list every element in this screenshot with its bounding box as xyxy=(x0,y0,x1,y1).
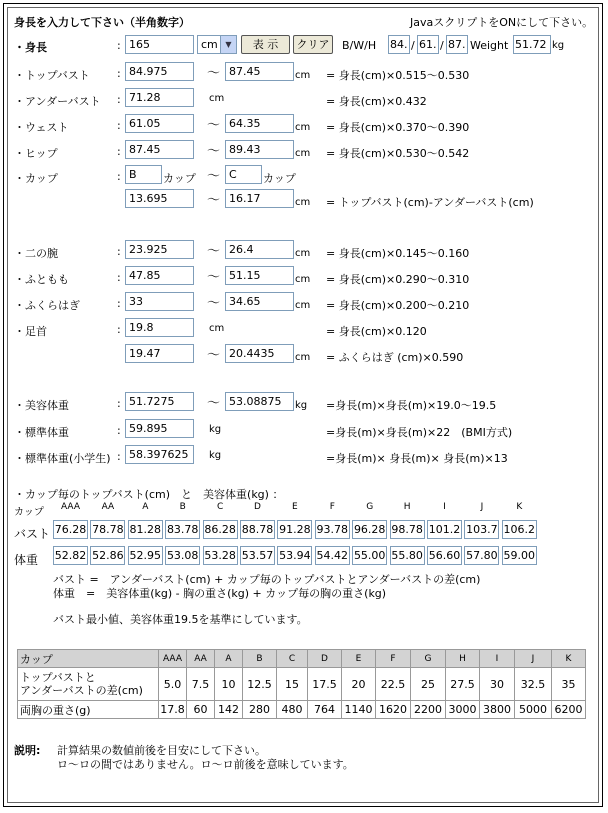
cup-section-title: ・カップ毎のトップバスト(cm) と 美容体重(kg) ： xyxy=(14,488,284,501)
weight-value[interactable]: 53.28 xyxy=(203,546,238,565)
row-from-output[interactable]: 58.397625 xyxy=(125,445,194,464)
javascript-note: JavaスクリプトをONにして下さい。 xyxy=(410,16,594,29)
cup-grade-header: AA xyxy=(101,502,115,512)
cup-unit: カップ xyxy=(263,172,296,185)
diff-value: 25 xyxy=(411,668,446,701)
table-row xyxy=(18,668,586,701)
table-row xyxy=(18,701,586,719)
bust-value[interactable]: 86.28 xyxy=(203,520,238,539)
row-label: ・二の腕 xyxy=(14,247,58,260)
colon: : xyxy=(117,297,121,310)
weight-value[interactable]: 53.08 xyxy=(165,546,200,565)
range-tilde: ～ xyxy=(207,144,221,159)
colon: : xyxy=(117,323,121,336)
bust-row-label: バスト xyxy=(14,527,51,541)
cup-grade-header: AAA xyxy=(61,502,80,512)
row-from-output[interactable]: 19.8 xyxy=(125,318,194,337)
range-tilde: ～ xyxy=(207,118,221,133)
row-unit: kg xyxy=(209,424,222,435)
breast-weight-value: 17.8 xyxy=(159,701,187,719)
colon: : xyxy=(117,424,121,437)
basis-note: バスト最小値、美容体重19.5を基準にしています。 xyxy=(53,613,308,626)
range-tilde: ～ xyxy=(207,296,221,311)
weight-value[interactable]: 53.57 xyxy=(240,546,275,565)
weight-label: Weight xyxy=(470,39,509,52)
weight-value[interactable]: 53.94 xyxy=(277,546,312,565)
row-to-output[interactable]: 87.45 xyxy=(225,62,294,81)
weight-value[interactable]: 52.95 xyxy=(128,546,163,565)
row-label: ・足首 xyxy=(14,325,47,338)
row-from-output[interactable]: 47.85 xyxy=(125,266,194,285)
row-unit: cm xyxy=(295,248,311,259)
breast-weight-value: 480 xyxy=(277,701,308,719)
bust-value[interactable]: 83.78 xyxy=(165,520,200,539)
cup-grade-header: J xyxy=(515,650,552,668)
row-unit: kg xyxy=(295,400,308,411)
row-from-output[interactable]: 33 xyxy=(125,292,194,311)
cup-grade-header: B xyxy=(179,502,186,512)
bust-value[interactable]: 88.78 xyxy=(240,520,275,539)
weight-value[interactable]: 55.80 xyxy=(390,546,425,565)
colon: : xyxy=(117,119,121,132)
colon: : xyxy=(117,450,121,463)
cup-grade-header: D xyxy=(254,502,261,512)
bust-value[interactable]: 91.28 xyxy=(277,520,312,539)
cup-grade-header: J xyxy=(480,502,484,512)
row-unit: cm xyxy=(295,274,311,285)
cup-label: ・カップ xyxy=(14,172,58,185)
diff-value: 7.5 xyxy=(187,668,215,701)
row-unit: cm xyxy=(295,70,311,81)
row-from-output[interactable]: 87.45 xyxy=(125,140,194,159)
bust-value[interactable]: 93.78 xyxy=(315,520,350,539)
breast-weight-value: 5000 xyxy=(515,701,552,719)
cup-unit: カップ xyxy=(163,172,196,185)
explanation-line-1: 計算結果の数値前後を目安にして下さい。 xyxy=(57,744,266,757)
row-formula: = ふくらはぎ (cm)×0.590 xyxy=(326,351,464,364)
row-formula: =身長(m)×身長(m)×22 (BMI方式) xyxy=(326,426,513,439)
cup-diff-unit: cm xyxy=(295,197,311,208)
colon: : xyxy=(117,67,121,80)
row-formula: = 身長(cm)×0.432 xyxy=(326,95,427,108)
colon: : xyxy=(117,397,121,410)
row-formula: = 身長(cm)×0.530～0.542 xyxy=(326,147,470,160)
cup-diff-formula: = トップバスト(cm)-アンダーバスト(cm) xyxy=(326,196,534,209)
cup-grade-header: E xyxy=(292,502,298,512)
bust-value[interactable]: 81.28 xyxy=(128,520,163,539)
bust-value[interactable]: 98.78 xyxy=(390,520,425,539)
row-unit: cm xyxy=(209,323,225,334)
range-tilde: ～ xyxy=(207,244,221,259)
height-label: ・身長 xyxy=(14,41,47,54)
bwh-label: B/W/H xyxy=(342,39,377,52)
colon: : xyxy=(117,145,121,158)
cup-grade-header: H xyxy=(446,650,480,668)
breast-weight-value: 764 xyxy=(308,701,342,719)
colon: : xyxy=(117,93,121,106)
diff-value: 35 xyxy=(552,668,586,701)
row-label: ・アンダーバスト xyxy=(14,95,101,108)
row-formula: = 身長(cm)×0.200～0.210 xyxy=(326,299,470,312)
cup-grade-header: G xyxy=(411,650,446,668)
row-formula: = 身長(cm)×0.515～0.530 xyxy=(326,69,470,82)
weight-value[interactable]: 57.80 xyxy=(464,546,499,565)
cup-diff-from-output[interactable]: 13.695 xyxy=(125,189,194,208)
diff-value: 22.5 xyxy=(376,668,411,701)
weight-value[interactable]: 56.60 xyxy=(427,546,462,565)
row-from-output[interactable]: 84.975 xyxy=(125,62,194,81)
cup-diff-to-output[interactable]: 16.17 xyxy=(225,189,294,208)
explanation-label: 説明: xyxy=(14,744,41,757)
unit-select-value: cm xyxy=(201,38,218,51)
row-formula: =身長(m)×身長(m)×19.0～19.5 xyxy=(326,399,497,412)
row-from-output[interactable]: 23.925 xyxy=(125,240,194,259)
clear-button[interactable]: クリア xyxy=(293,35,333,54)
breast-weight-value: 2200 xyxy=(411,701,446,719)
row-to-output[interactable]: 26.4 xyxy=(225,240,294,259)
diff-row-label-2: アンダーバストの差(cm) xyxy=(20,684,143,697)
row-label: ・ふともも xyxy=(14,273,69,286)
weight-value[interactable]: 54.42 xyxy=(315,546,350,565)
weight-value[interactable]: 55.00 xyxy=(352,546,387,565)
weight-value[interactable]: 52.86 xyxy=(90,546,125,565)
row-label: ・美容体重 xyxy=(14,399,69,412)
cup-grade-header: A xyxy=(142,502,149,512)
row-unit: kg xyxy=(209,450,222,461)
row-to-output[interactable]: 51.15 xyxy=(225,266,294,285)
range-tilde: ～ xyxy=(207,169,221,184)
page-title: 身長を入力して下さい（半角数字） xyxy=(14,16,190,29)
hip-output[interactable]: 87. xyxy=(446,35,468,54)
bust-value[interactable]: 106.2 xyxy=(502,520,537,539)
cup-from-output[interactable]: B xyxy=(125,165,162,184)
bust-value[interactable]: 103.7 xyxy=(464,520,499,539)
row-formula: = 身長(cm)×0.145～0.160 xyxy=(326,247,470,260)
diff-row-label xyxy=(18,668,159,701)
diff-value: 20 xyxy=(342,668,376,701)
row-label: ・ふくらはぎ xyxy=(14,299,80,312)
bust-note: バスト = アンダーバスト(cm) + カップ毎のトップバストとアンダーバストの差(cm) xyxy=(53,573,481,586)
breast-weight-value: 1620 xyxy=(376,701,411,719)
cup-grade-header: AA xyxy=(187,650,215,668)
diff-value: 30 xyxy=(480,668,515,701)
diff-value: 5.0 xyxy=(159,668,187,701)
diff-row-label-1: トップバストと xyxy=(20,671,96,684)
table-header-row xyxy=(18,650,586,668)
colon: : xyxy=(117,39,121,52)
row-formula: = 身長(cm)×0.120 xyxy=(326,325,427,338)
cup-grade-header: AAA xyxy=(159,650,187,668)
cup-header-label: カップ xyxy=(14,507,44,518)
row-unit: cm xyxy=(295,148,311,159)
row-to-output[interactable]: 89.43 xyxy=(225,140,294,159)
row-formula: = 身長(cm)×0.290～0.310 xyxy=(326,273,470,286)
row-from-output[interactable]: 61.05 xyxy=(125,114,194,133)
bust-output[interactable]: 84. xyxy=(388,35,410,54)
row-from-output[interactable]: 51.7275 xyxy=(125,392,194,411)
row-unit: cm xyxy=(209,93,225,104)
row-label: ・標準体重(小学生) xyxy=(14,452,111,465)
explanation-line-2: ロ～ロの間ではありません。ロ～ロ前後を意味しています。 xyxy=(57,758,354,771)
breast-weight-value: 280 xyxy=(243,701,277,719)
row-label: ・標準体重 xyxy=(14,426,69,439)
cup-grade-header: F xyxy=(376,650,411,668)
breast-weight-value: 6200 xyxy=(552,701,586,719)
row-to-output[interactable]: 20.4435 xyxy=(225,344,294,363)
diff-value: 32.5 xyxy=(515,668,552,701)
row-to-output[interactable]: 34.65 xyxy=(225,292,294,311)
row-formula: =身長(m)× 身長(m)× 身長(m)×13 xyxy=(326,452,508,465)
diff-value: 27.5 xyxy=(446,668,480,701)
weight-unit: kg xyxy=(552,40,565,51)
unit-select[interactable] xyxy=(197,35,237,54)
breast-weight-value: 1140 xyxy=(342,701,376,719)
cup-grade-header: K xyxy=(516,502,523,512)
range-tilde: ～ xyxy=(207,193,221,208)
row-to-output[interactable]: 64.35 xyxy=(225,114,294,133)
row-from-output[interactable]: 19.47 xyxy=(125,344,194,363)
row-label: ・ウェスト xyxy=(14,121,69,134)
cup-grade-header: G xyxy=(366,502,374,512)
colon: : xyxy=(117,271,121,284)
row-unit: cm xyxy=(295,122,311,133)
weight-value[interactable]: 59.00 xyxy=(502,546,537,565)
breast-weight-value: 142 xyxy=(215,701,243,719)
weight-row-label: 両胸の重さ(g) xyxy=(18,701,159,719)
cup-grade-header: B xyxy=(243,650,277,668)
colon: : xyxy=(117,245,121,258)
bwh-separator: / xyxy=(411,39,415,52)
bust-value[interactable]: 78.78 xyxy=(90,520,125,539)
page-inner-border xyxy=(7,7,599,803)
row-unit: cm xyxy=(295,352,311,363)
row-from-output[interactable]: 71.28 xyxy=(125,88,194,107)
diff-value: 15 xyxy=(277,668,308,701)
bust-value[interactable]: 96.28 xyxy=(352,520,387,539)
weight-value[interactable]: 52.82 xyxy=(53,546,88,565)
breast-weight-value: 3000 xyxy=(446,701,480,719)
diff-value: 10 xyxy=(215,668,243,701)
cup-grade-header: K xyxy=(552,650,586,668)
range-tilde: ～ xyxy=(207,348,221,363)
row-label: ・ヒップ xyxy=(14,147,58,160)
row-formula: = 身長(cm)×0.370～0.390 xyxy=(326,121,470,134)
row-unit: cm xyxy=(295,300,311,311)
weight-output[interactable]: 51.72 xyxy=(513,35,551,54)
range-tilde: ～ xyxy=(207,66,221,81)
row-label: ・トップバスト xyxy=(14,69,90,82)
waist-output[interactable]: 61. xyxy=(417,35,439,54)
bwh-separator: / xyxy=(440,39,444,52)
cup-grade-header: A xyxy=(215,650,243,668)
diff-value: 12.5 xyxy=(243,668,277,701)
cup-grade-header: H xyxy=(403,502,411,512)
cup-grade-header: C xyxy=(216,502,224,512)
weight-note: 体重 = 美容体重(kg) - 胸の重さ(kg) + カップ毎の胸の重さ(kg) xyxy=(53,587,387,600)
cup-reference-table xyxy=(17,649,586,719)
breast-weight-value: 3800 xyxy=(480,701,515,719)
colon: : xyxy=(117,170,121,183)
display-button[interactable]: 表 示 xyxy=(241,35,290,54)
weight-row-label: 体重 xyxy=(14,553,39,567)
bust-value[interactable]: 101.2 xyxy=(427,520,462,539)
range-tilde: ～ xyxy=(207,396,221,411)
bust-value[interactable]: 76.28 xyxy=(53,520,88,539)
chevron-down-icon: ▼ xyxy=(220,36,236,53)
cup-grade-header: E xyxy=(342,650,376,668)
page-frame xyxy=(3,3,603,807)
header-label: カップ xyxy=(18,650,159,668)
row-from-output[interactable]: 59.895 xyxy=(125,419,194,438)
range-tilde: ～ xyxy=(207,270,221,285)
height-input[interactable]: 165 xyxy=(125,35,194,54)
row-to-output[interactable]: 53.08875 xyxy=(225,392,294,411)
breast-weight-value: 60 xyxy=(187,701,215,719)
cup-grade-header: F xyxy=(329,502,335,512)
diff-value: 17.5 xyxy=(308,668,342,701)
cup-grade-header: I xyxy=(443,502,446,512)
cup-grade-header: C xyxy=(277,650,308,668)
cup-grade-header: I xyxy=(480,650,515,668)
cup-grade-header: D xyxy=(308,650,342,668)
cup-to-output[interactable]: C xyxy=(225,165,262,184)
